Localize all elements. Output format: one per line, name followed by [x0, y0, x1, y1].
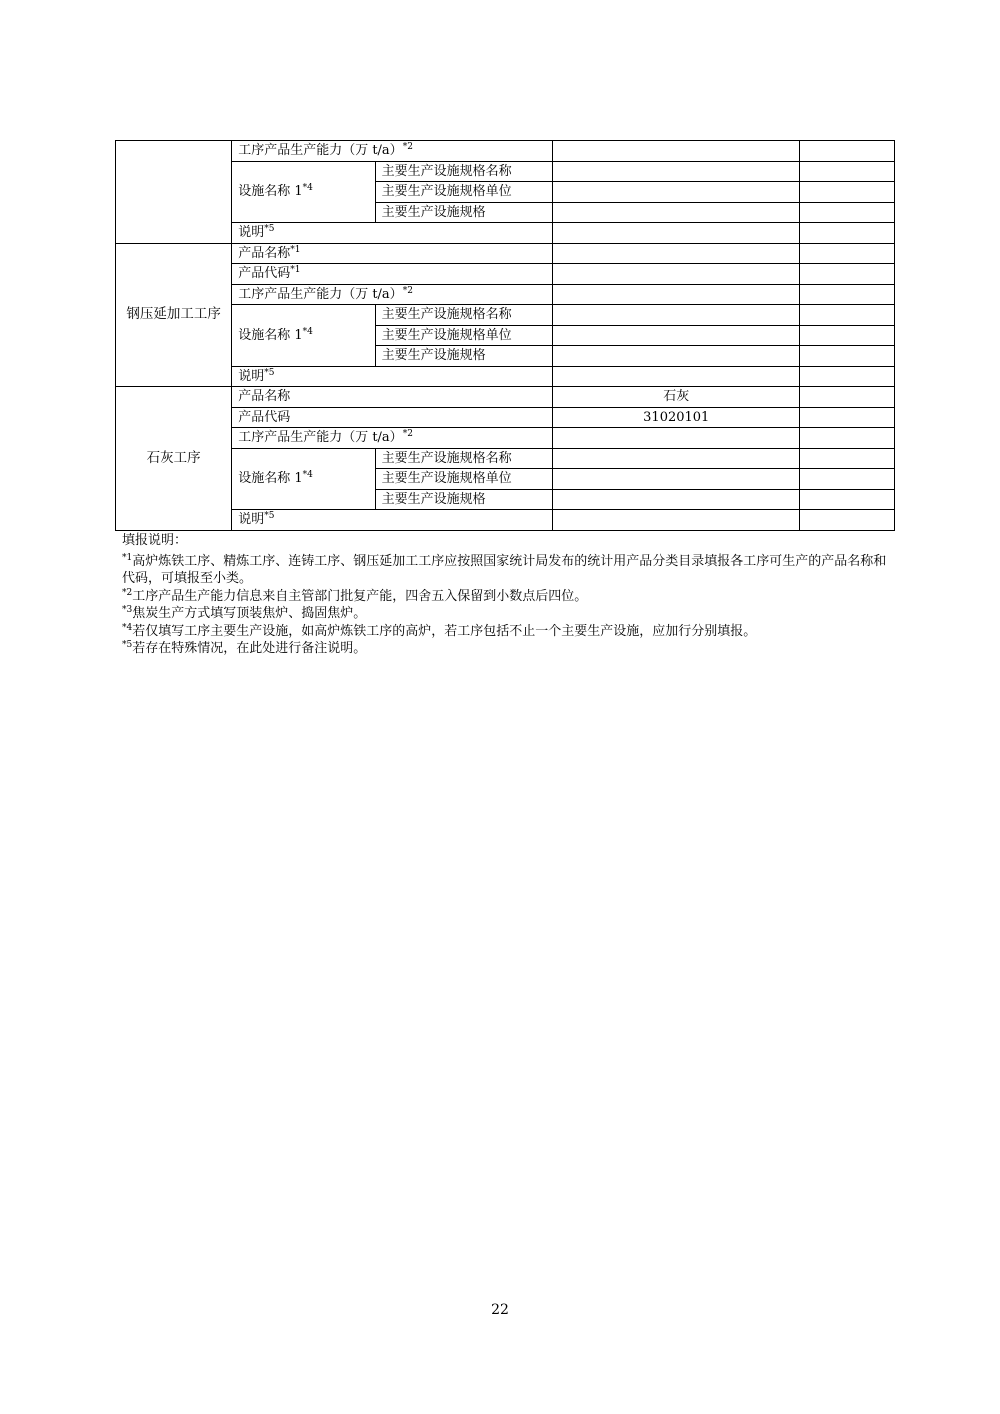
- value-cell[interactable]: [553, 182, 800, 203]
- value-cell[interactable]: [553, 510, 800, 531]
- value-cell[interactable]: [553, 428, 800, 449]
- table-row: [116, 510, 895, 531]
- extra-cell[interactable]: [800, 264, 895, 285]
- extra-cell[interactable]: [800, 366, 895, 387]
- extra-cell[interactable]: [800, 346, 895, 367]
- extra-cell[interactable]: [800, 182, 895, 203]
- value-cell[interactable]: [553, 243, 800, 264]
- row-label: 产品代码: [232, 407, 553, 428]
- extra-cell[interactable]: [800, 428, 895, 449]
- row-label: 说明$^{*5}$: [232, 366, 553, 387]
- value-cell[interactable]: [553, 223, 800, 244]
- table-row: [116, 366, 895, 387]
- filling-notes: [122, 532, 892, 658]
- facility-label: 设施名称 1$^{*4}$: [232, 305, 375, 367]
- process-name: 钢压延加工工序: [116, 243, 232, 387]
- row-label: 主要生产设施规格单位: [375, 325, 553, 346]
- row-label: 工序产品生产能力（万 t/a）$^{*2}$: [232, 284, 553, 305]
- note-item: $^{*2}$工序产品生产能力信息来自主管部门批复产能，四舍五入保留到小数点后四位。: [122, 587, 588, 604]
- extra-cell[interactable]: [800, 202, 895, 223]
- value-cell[interactable]: [553, 141, 800, 162]
- extra-cell[interactable]: [800, 141, 895, 162]
- value-cell[interactable]: [553, 264, 800, 285]
- row-label: 工序产品生产能力（万 t/a）$^{*2}$: [232, 428, 553, 449]
- table-row: [116, 223, 895, 244]
- value-cell[interactable]: [553, 346, 800, 367]
- note-item: $^{*4}$若仅填写工序主要生产设施，如高炉炼铁工序的高炉，若工序包括不止一个主要生产设施，应加行分别填报。: [122, 622, 757, 639]
- process-table: [115, 140, 895, 531]
- row-label: 产品名称$^{*1}$: [232, 243, 553, 264]
- extra-cell[interactable]: [800, 407, 895, 428]
- value-cell[interactable]: 31020101: [553, 407, 800, 428]
- extra-cell[interactable]: [800, 387, 895, 408]
- table-row: [116, 428, 895, 449]
- extra-cell[interactable]: [800, 243, 895, 264]
- extra-cell[interactable]: [800, 469, 895, 490]
- table-row: [116, 161, 895, 182]
- table-row: [116, 141, 895, 162]
- process-cell: [116, 141, 232, 244]
- row-label: 工序产品生产能力（万 t/a）$^{*2}$: [232, 141, 553, 162]
- process-name: 石灰工序: [116, 387, 232, 531]
- table-row: [116, 387, 895, 408]
- row-label: 主要生产设施规格: [375, 346, 553, 367]
- facility-label: 设施名称 1$^{*4}$: [232, 448, 375, 510]
- table-row: [116, 305, 895, 326]
- page-number: 22: [491, 1302, 509, 1318]
- table-row: [116, 264, 895, 285]
- row-label: 主要生产设施规格单位: [375, 182, 553, 203]
- row-label: 主要生产设施规格: [375, 489, 553, 510]
- note-item: $^{*1}$高炉炼铁工序、精炼工序、连铸工序、钢压延加工工序应按照国家统计局发布的统计用产品分类目录填报各工序可生产的产品名称和代码，可填报至小类。: [122, 552, 887, 586]
- extra-cell[interactable]: [800, 325, 895, 346]
- value-cell[interactable]: [553, 469, 800, 490]
- facility-label: 设施名称 1$^{*4}$: [232, 161, 375, 223]
- notes-title: 填报说明：: [122, 533, 188, 548]
- extra-cell[interactable]: [800, 223, 895, 244]
- row-label: 产品代码$^{*1}$: [232, 264, 553, 285]
- value-cell[interactable]: 石灰: [553, 387, 800, 408]
- table-row: [116, 407, 895, 428]
- extra-cell[interactable]: [800, 284, 895, 305]
- table-row: [116, 448, 895, 469]
- extra-cell[interactable]: [800, 161, 895, 182]
- row-label: 说明$^{*5}$: [232, 223, 553, 244]
- row-label: 主要生产设施规格名称: [375, 305, 553, 326]
- value-cell[interactable]: [553, 284, 800, 305]
- table-row: [116, 284, 895, 305]
- row-label: 主要生产设施规格名称: [375, 448, 553, 469]
- row-label: 说明$^{*5}$: [232, 510, 553, 531]
- extra-cell[interactable]: [800, 489, 895, 510]
- table-row: [116, 243, 895, 264]
- value-cell[interactable]: [553, 161, 800, 182]
- value-cell[interactable]: [553, 448, 800, 469]
- value-cell[interactable]: [553, 489, 800, 510]
- note-item: $^{*5}$若存在特殊情况，在此处进行备注说明。: [122, 640, 367, 656]
- note-item: $^{*3}$焦炭生产方式填写顶装焦炉、捣固焦炉。: [122, 605, 367, 621]
- value-cell[interactable]: [553, 305, 800, 326]
- extra-cell[interactable]: [800, 305, 895, 326]
- row-label: 产品名称: [232, 387, 553, 408]
- row-label: 主要生产设施规格单位: [375, 469, 553, 490]
- extra-cell[interactable]: [800, 510, 895, 531]
- value-cell[interactable]: [553, 325, 800, 346]
- value-cell[interactable]: [553, 366, 800, 387]
- value-cell[interactable]: [553, 202, 800, 223]
- extra-cell[interactable]: [800, 448, 895, 469]
- row-label: 主要生产设施规格名称: [375, 161, 553, 182]
- row-label: 主要生产设施规格: [375, 202, 553, 223]
